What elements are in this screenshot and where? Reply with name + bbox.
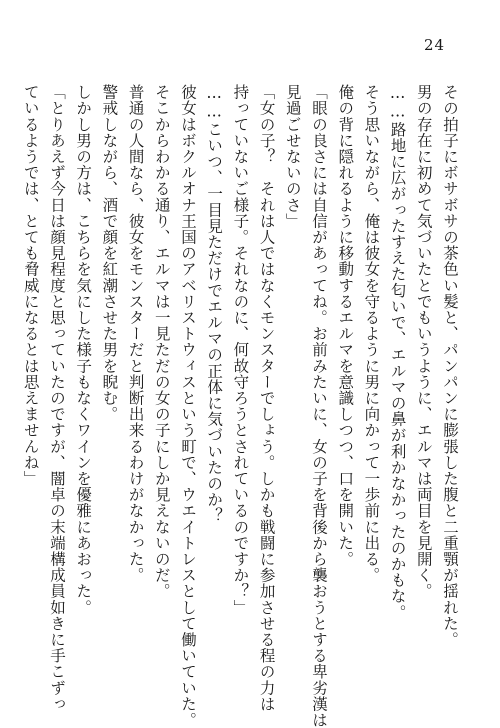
text-line: しかし男の方は、こちらを気にした様子もなくワインを優雅にあおった。 — [74, 84, 93, 616]
text-line: 持っていないご様子。それなのに、何故守ろうとされているのですか？」 — [231, 84, 250, 616]
text-line: ……路地に広がったすえた匂いで、エルマの鼻が利かなかったのかもな。 — [388, 84, 407, 621]
text-line: 男の存在に初めて気づいたとでもいうように、エルマは両目を見開く。 — [414, 84, 433, 600]
vertical-text-body — [21, 84, 463, 728]
text-line: 見過ごせないのさ」 — [283, 84, 302, 229]
text-line: ……こいつ、一目見ただけでエルマの正体に気づいたのか？ — [205, 84, 224, 524]
text-line: 「眼の良さには自信があってね。お前みたいに、女の子を背後から襲おうとする卑劣漢は — [309, 84, 328, 728]
text-line: 俺の背に隠れるように移動するエルマを意識しつつ、口を開いた。 — [336, 84, 355, 567]
text-line: その拍子にボサボサの茶色い髪と、パンパンに膨張した腹と二重顎が揺れた。 — [441, 84, 459, 648]
text-line: 普通の人間なら、彼女をモンスターだと判断出来るわけがなかった。 — [126, 84, 145, 584]
text-line: 彼女はボクルオナ王国のアベリストウィスという町で、ウエイトレスとして働いていた。 — [178, 84, 197, 728]
text-line: ているようでは、とても脅威になるとは思えませんね」 — [21, 84, 40, 487]
text-line: 警戒しながら、酒で顔を紅潮させた男を睨む。 — [100, 84, 119, 423]
text-line: 「とりあえず今日は顔見程度と思っていたのですが、闇卓の末端構成員如きに手こずっ — [47, 84, 66, 712]
text-line: そう思いながら、俺は彼女を守るように男に向かって一歩前に出る。 — [362, 84, 381, 584]
text-line: 「女の子？ それは人ではなくモンスターでしょう。しかも戦闘に参加させる程の力は — [257, 84, 276, 712]
text-line: そこからわかる通り、エルマは一見ただの女の子にしか見えないのだ。 — [152, 84, 171, 600]
page-number: 24 — [424, 36, 446, 54]
